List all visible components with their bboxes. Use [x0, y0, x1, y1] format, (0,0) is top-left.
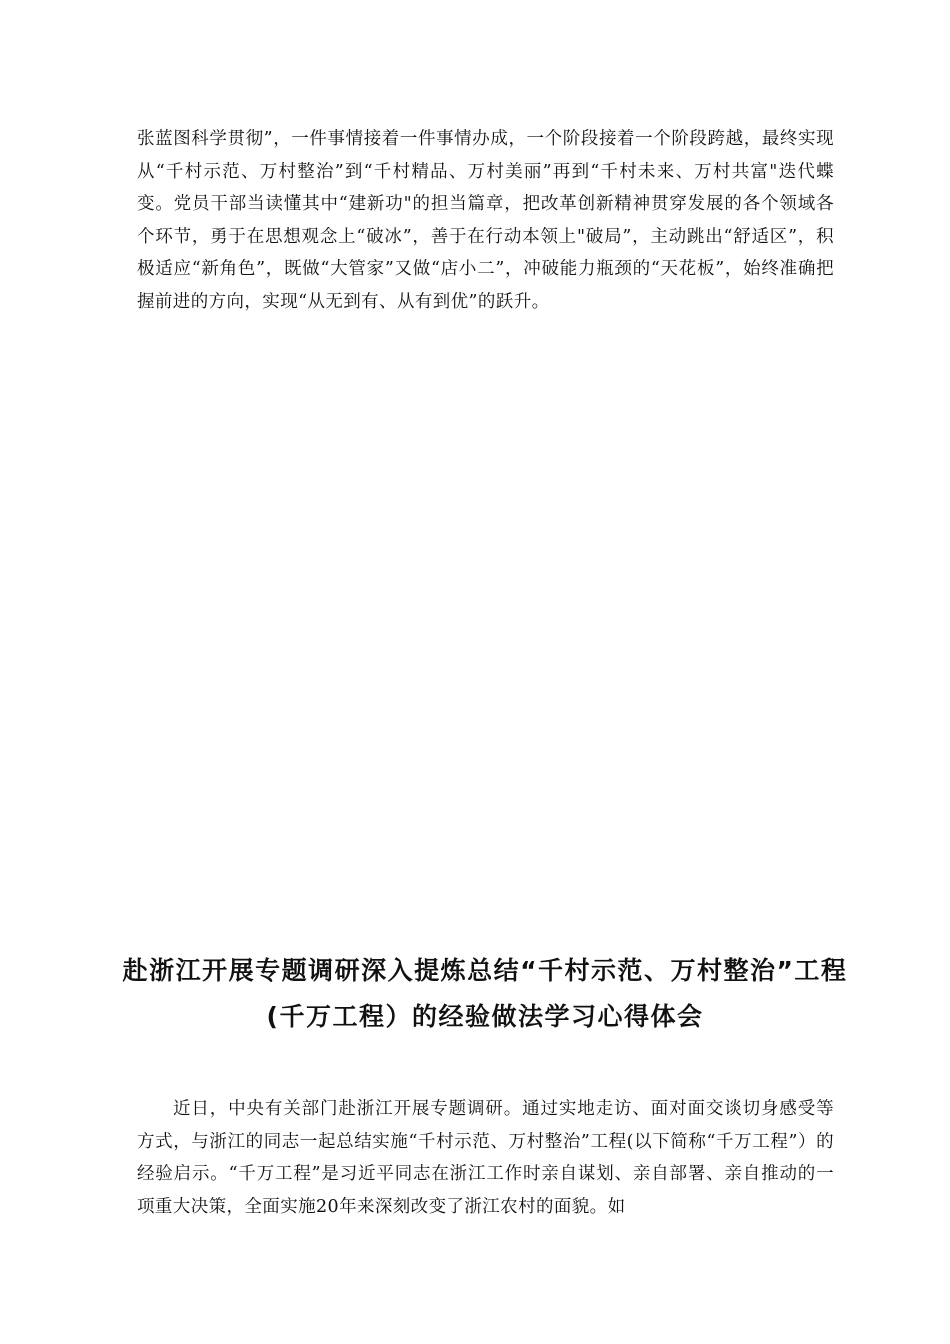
- document-title: 赴浙江开展专题调研深入提炼总结“千村示范、万村整治”工程(千万工程）的经验做法学习心得体会: [122, 956, 848, 1031]
- continuation-paragraph: 张蓝图科学贯彻”，一件事情接着一件事情办成，一个阶段接着一个阶段跨越，最终实现从“千村示范、万村整治”到“千村精品、万村美丽”再到“千村未来、万村共富"迭代蝶变。党员干部当读懂其中“建新功"的担当篇章，把改革创新精神贯穿发展的各个领域各个环节，勇于在思想观念上“破冰”，善于在行动本领上"破局”，主动跳出“舒适区”，积极适应“新角色”，既做“大管家”又做“店小二”，冲破能力瓶颈的“天花板”，始终准确把握前进的方向，实现“从无到有、从有到优”的跃升。: [137, 129, 834, 312]
- intro-paragraph: 近日，中央有关部门赴浙江开展专题调研。通过实地走访、面对面交谈切身感受等方式，与浙江的同志一起总结实施“千村示范、万村整治”工程(以下简称“千万工程”）的经验启示。“千万工程”是习近平同志在浙江工作时亲自谋划、亲自部署、亲自推动的一项重大决策，全面实施20年来深刻改变了浙江农村的面貌。如: [137, 1099, 834, 1217]
